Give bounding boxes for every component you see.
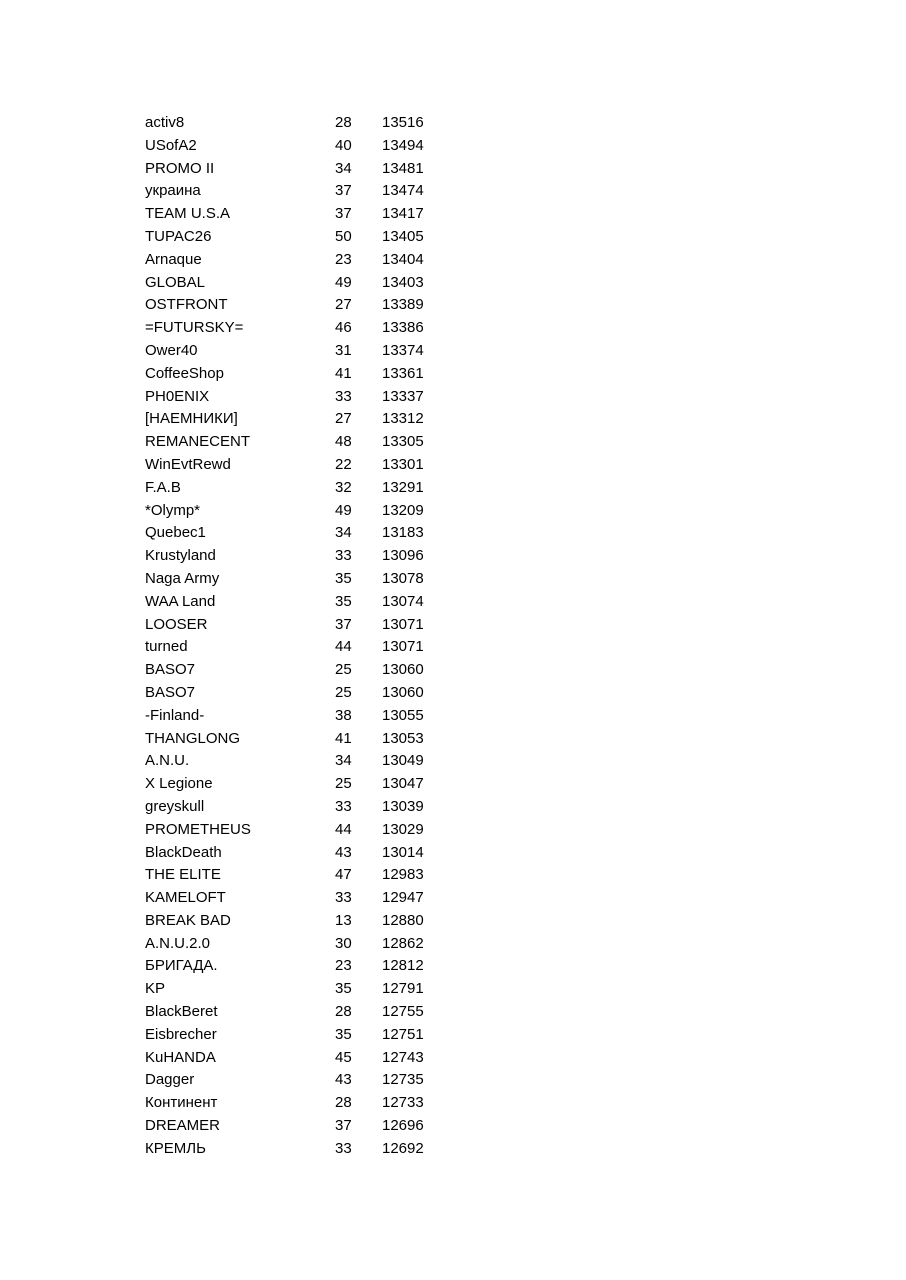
table-row <box>145 955 445 978</box>
table-row <box>145 887 445 910</box>
member-count-cell: 35 <box>335 569 352 587</box>
clan-name-cell: THANGLONG <box>145 729 241 747</box>
clan-name-cell: Quebec1 <box>145 524 206 542</box>
member-count-cell: 33 <box>335 547 352 565</box>
member-count-cell: 44 <box>335 638 352 656</box>
points-cell: 12983 <box>382 866 424 884</box>
table-row <box>145 1115 445 1138</box>
member-count-cell: 43 <box>335 1071 352 1089</box>
clan-name-cell: F.A.B <box>145 478 181 496</box>
member-count-cell: 33 <box>335 797 352 815</box>
table-row <box>145 591 445 614</box>
member-count-cell: 44 <box>335 820 352 838</box>
member-count-cell: 43 <box>335 843 352 861</box>
table-row <box>145 1024 445 1047</box>
clan-name-cell: TEAM U.S.A <box>145 205 231 223</box>
points-cell: 13053 <box>382 729 424 747</box>
member-count-cell: 34 <box>335 524 352 542</box>
points-cell: 13374 <box>382 341 424 359</box>
table-row <box>145 500 445 523</box>
table-row <box>145 431 445 454</box>
table-row <box>145 272 445 295</box>
clan-name-cell: BlackDeath <box>145 843 222 861</box>
member-count-cell: 48 <box>335 433 352 451</box>
table-row <box>145 728 445 751</box>
points-cell: 13078 <box>382 569 424 587</box>
table-row <box>145 978 445 1001</box>
points-cell: 13403 <box>382 273 424 291</box>
table-row <box>145 614 445 637</box>
member-count-cell: 35 <box>335 1025 352 1043</box>
points-cell: 13183 <box>382 524 424 542</box>
clan-name-cell: BREAK BAD <box>145 911 231 929</box>
member-count-cell: 46 <box>335 319 352 337</box>
clan-name-cell: LOOSER <box>145 615 208 633</box>
points-cell: 12880 <box>382 911 424 929</box>
table-row <box>145 454 445 477</box>
clan-name-cell: =FUTURSKY= <box>145 319 244 337</box>
points-cell: 13071 <box>382 615 424 633</box>
table-row <box>145 1092 445 1115</box>
member-count-cell: 25 <box>335 775 352 793</box>
clan-name-cell: Eisbrecher <box>145 1025 217 1043</box>
table-row <box>145 386 445 409</box>
points-cell: 13047 <box>382 775 424 793</box>
member-count-cell: 32 <box>335 478 352 496</box>
points-cell: 12743 <box>382 1048 424 1066</box>
points-cell: 13055 <box>382 706 424 724</box>
points-cell: 13071 <box>382 638 424 656</box>
member-count-cell: 49 <box>335 273 352 291</box>
member-count-cell: 27 <box>335 410 352 428</box>
points-cell: 13039 <box>382 797 424 815</box>
points-cell: 13305 <box>382 433 424 451</box>
table-row <box>145 249 445 272</box>
table-row <box>145 408 445 431</box>
clan-name-cell: WinEvtRewd <box>145 455 231 473</box>
table-row <box>145 682 445 705</box>
clan-name-cell: Naga Army <box>145 569 220 587</box>
member-count-cell: 23 <box>335 957 352 975</box>
clan-name-cell: -Finland- <box>145 706 205 724</box>
table-row <box>145 1001 445 1024</box>
member-count-cell: 28 <box>335 114 352 131</box>
member-count-cell: 34 <box>335 159 352 177</box>
member-count-cell: 25 <box>335 661 352 679</box>
member-count-cell: 31 <box>335 341 352 359</box>
table-row <box>145 864 445 887</box>
table-row <box>145 636 445 659</box>
points-cell: 13337 <box>382 387 424 405</box>
member-count-cell: 30 <box>335 934 352 952</box>
clan-name-cell: GLOBAL <box>145 273 206 291</box>
clan-name-cell: Dagger <box>145 1071 195 1089</box>
table-row <box>145 112 445 135</box>
table-row <box>145 135 445 158</box>
member-count-cell: 33 <box>335 889 352 907</box>
member-count-cell: 28 <box>335 1003 352 1021</box>
points-cell: 13389 <box>382 296 424 314</box>
member-count-cell: 37 <box>335 1117 352 1135</box>
clan-name-cell: A.N.U.2.0 <box>145 934 211 952</box>
member-count-cell: 40 <box>335 136 352 154</box>
member-count-cell: 25 <box>335 683 352 701</box>
points-cell: 13014 <box>382 843 424 861</box>
points-cell: 12812 <box>382 957 424 975</box>
points-cell: 12791 <box>382 980 424 998</box>
table-row <box>145 842 445 865</box>
table-row <box>145 1047 445 1070</box>
clan-name-cell: украина <box>145 182 201 200</box>
points-cell: 12696 <box>382 1117 424 1135</box>
points-cell: 13060 <box>382 683 424 701</box>
clan-name-cell: CoffeeShop <box>145 364 224 382</box>
table-row <box>145 705 445 728</box>
member-count-cell: 27 <box>335 296 352 314</box>
points-cell: 12947 <box>382 889 424 907</box>
points-cell: 13029 <box>382 820 424 838</box>
table-row <box>145 226 445 249</box>
points-cell: 12862 <box>382 934 424 952</box>
clan-name-cell: Континент <box>145 1094 218 1112</box>
member-count-cell: 34 <box>335 752 352 770</box>
points-cell: 13096 <box>382 547 424 565</box>
member-count-cell: 41 <box>335 729 352 747</box>
clan-name-cell: KAMELOFT <box>145 889 226 907</box>
member-count-cell: 22 <box>335 455 352 473</box>
clan-name-cell: OSTFRONT <box>145 296 228 314</box>
table-row <box>145 294 445 317</box>
member-count-cell: 38 <box>335 706 352 724</box>
table-row <box>145 1069 445 1092</box>
table-row <box>145 363 445 386</box>
points-cell: 13417 <box>382 205 424 223</box>
clan-name-cell: PROMETHEUS <box>145 820 251 838</box>
clan-name-cell: Arnaque <box>145 250 202 268</box>
points-cell: 12751 <box>382 1025 424 1043</box>
clan-name-cell: KP <box>145 980 166 998</box>
clan-name-cell: BASO7 <box>145 683 196 701</box>
clan-name-cell: BlackBeret <box>145 1003 218 1021</box>
clan-name-cell: PROMO II <box>145 159 215 177</box>
member-count-cell: 50 <box>335 227 352 245</box>
table-row <box>145 522 445 545</box>
table-row <box>145 910 445 933</box>
points-cell: 12755 <box>382 1003 424 1021</box>
clan-name-cell: Ower40 <box>145 341 198 359</box>
clan-ranking-table <box>145 112 445 1161</box>
member-count-cell: 23 <box>335 250 352 268</box>
member-count-cell: 28 <box>335 1094 352 1112</box>
points-cell: 12733 <box>382 1094 424 1112</box>
points-cell: 13405 <box>382 227 424 245</box>
table-row <box>145 819 445 842</box>
points-cell: 13060 <box>382 661 424 679</box>
member-count-cell: 35 <box>335 592 352 610</box>
table-row <box>145 340 445 363</box>
table-row <box>145 750 445 773</box>
clan-name-cell: activ8 <box>145 114 185 131</box>
member-count-cell: 41 <box>335 364 352 382</box>
member-count-cell: 33 <box>335 1139 352 1157</box>
table-row <box>145 773 445 796</box>
points-cell: 13386 <box>382 319 424 337</box>
clan-name-cell: *Olymp* <box>145 501 201 519</box>
points-cell: 13361 <box>382 364 424 382</box>
table-row <box>145 568 445 591</box>
table-row <box>145 1138 445 1161</box>
points-cell: 13074 <box>382 592 424 610</box>
clan-name-cell: БРИГАДА. <box>145 957 218 975</box>
table-row <box>145 180 445 203</box>
clan-name-cell: KuHANDA <box>145 1048 216 1066</box>
table-row <box>145 317 445 340</box>
points-cell: 13209 <box>382 501 424 519</box>
member-count-cell: 37 <box>335 182 352 200</box>
points-cell: 13516 <box>382 114 424 131</box>
clan-name-cell: turned <box>145 638 188 656</box>
clan-name-cell: USofA2 <box>145 136 197 154</box>
table-row <box>145 796 445 819</box>
member-count-cell: 13 <box>335 911 352 929</box>
points-cell: 12692 <box>382 1139 424 1157</box>
member-count-cell: 45 <box>335 1048 352 1066</box>
clan-name-cell: WAA Land <box>145 592 216 610</box>
clan-name-cell: A.N.U. <box>145 752 190 770</box>
clan-name-cell: REMANECENT <box>145 433 251 451</box>
member-count-cell: 47 <box>335 866 352 884</box>
clan-name-cell: DREAMER <box>145 1117 221 1135</box>
clan-name-cell: greyskull <box>145 797 205 815</box>
member-count-cell: 37 <box>335 205 352 223</box>
table-row <box>145 933 445 956</box>
points-cell: 13481 <box>382 159 424 177</box>
points-cell: 13494 <box>382 136 424 154</box>
points-cell: 13049 <box>382 752 424 770</box>
points-cell: 12735 <box>382 1071 424 1089</box>
member-count-cell: 37 <box>335 615 352 633</box>
table-row <box>145 158 445 181</box>
member-count-cell: 33 <box>335 387 352 405</box>
points-cell: 13291 <box>382 478 424 496</box>
table-row <box>145 203 445 226</box>
clan-name-cell: TUPAC26 <box>145 227 212 245</box>
clan-name-cell: [НАЕМНИКИ] <box>145 410 238 428</box>
table-row <box>145 545 445 568</box>
clan-name-cell: THE ELITE <box>145 866 221 884</box>
clan-name-cell: BASO7 <box>145 661 196 679</box>
clan-name-cell: PH0ENIX <box>145 387 210 405</box>
points-cell: 13301 <box>382 455 424 473</box>
member-count-cell: 49 <box>335 501 352 519</box>
points-cell: 13474 <box>382 182 424 200</box>
points-cell: 13312 <box>382 410 424 428</box>
table-row <box>145 477 445 500</box>
member-count-cell: 35 <box>335 980 352 998</box>
points-cell: 13404 <box>382 250 424 268</box>
table-row <box>145 659 445 682</box>
clan-name-cell: Krustyland <box>145 547 216 565</box>
clan-name-cell: X Legione <box>145 775 213 793</box>
clan-name-cell: КРЕМЛЬ <box>145 1139 206 1157</box>
